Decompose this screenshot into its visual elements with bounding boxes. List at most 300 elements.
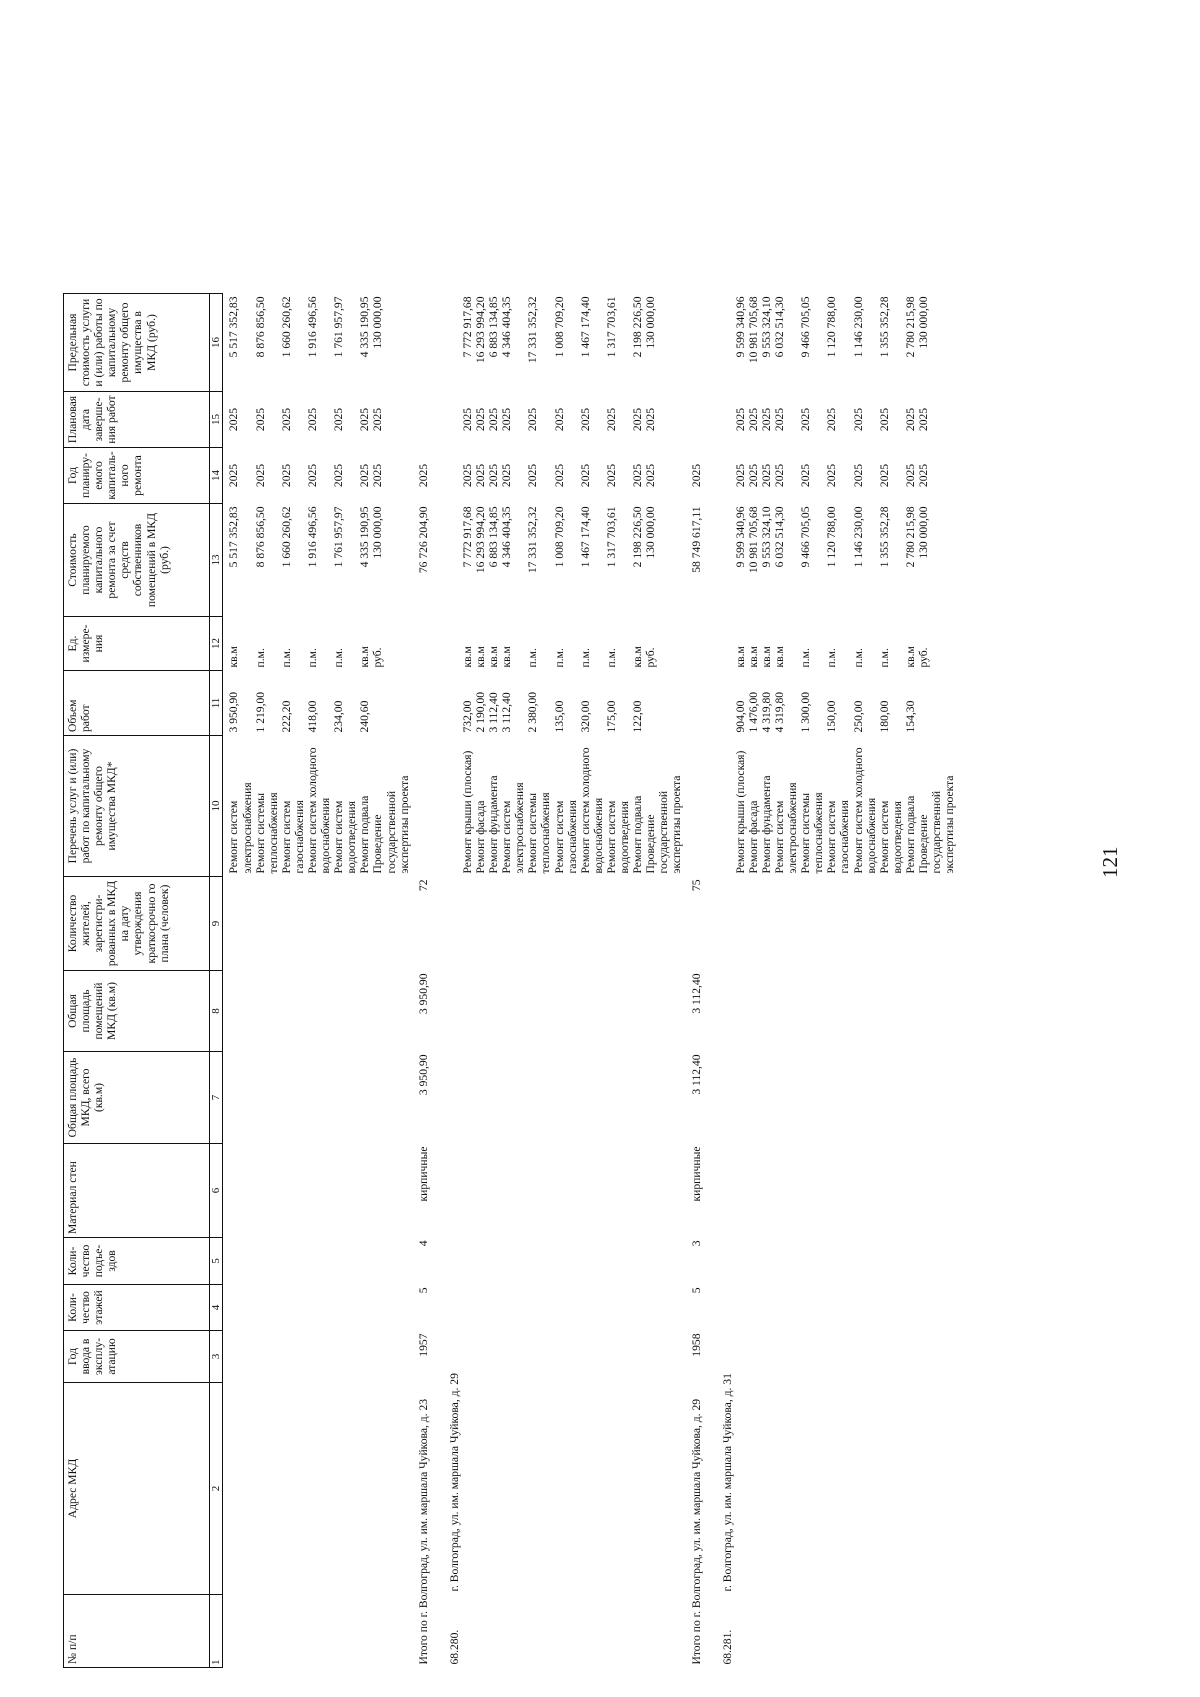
table-row	[280, 294, 306, 1668]
cost-cell: 1 120 788,00	[825, 506, 839, 568]
empty-cell	[747, 1144, 760, 1238]
empty-cell	[500, 1238, 526, 1285]
empty-cell	[358, 1595, 371, 1668]
empty-cell	[371, 1285, 410, 1331]
column-number: 15	[210, 392, 223, 448]
limit-cost-cell: 6 032 514,30	[772, 296, 786, 358]
end-date-cell: 2025	[917, 407, 931, 432]
end-date-cell: 2025	[474, 407, 488, 432]
work-name-cell: Ремонт систем электроснабжения	[772, 782, 800, 874]
header-cell: Общая площадь помещений МКД (кв.м)	[64, 971, 210, 1052]
empty-cell	[553, 1285, 579, 1331]
empty-cell	[474, 1238, 487, 1285]
empty-cell	[852, 1052, 878, 1144]
empty-cell	[904, 1052, 917, 1144]
table-row	[760, 294, 773, 1668]
empty-cell	[734, 1595, 747, 1668]
unit-cell: п.м.	[305, 648, 319, 668]
unit-cell: п.м.	[253, 648, 267, 668]
empty-cell	[254, 1595, 280, 1668]
limit-cost-cell: 10 981 705,68	[746, 296, 760, 364]
work-name-cell: Ремонт подвала	[903, 795, 917, 874]
limit-cost-cell: 5 517 352,83	[227, 296, 241, 358]
residents-cell: 72	[416, 879, 430, 892]
empty-cell	[917, 1238, 956, 1285]
empty-cell	[747, 1238, 760, 1285]
empty-cell	[747, 877, 760, 971]
empty-cell	[442, 671, 461, 736]
year-cell: 2025	[903, 463, 917, 488]
empty-cell	[878, 1595, 904, 1668]
cost-cell: 4 335 190,95	[358, 506, 372, 568]
limit-cost-cell: 4 346 404,35	[500, 296, 514, 358]
empty-cell	[773, 877, 799, 971]
empty-cell	[631, 971, 644, 1052]
cost-cell: 9 466 705,05	[799, 506, 813, 568]
end-date-cell: 2025	[500, 407, 514, 432]
empty-cell	[280, 1052, 306, 1144]
empty-cell	[461, 877, 474, 971]
cost-cell: 8 876 856,50	[253, 506, 267, 568]
empty-cell	[223, 1144, 254, 1238]
cost-cell: 130 000,00	[371, 506, 385, 559]
end-date-cell: 2025	[526, 407, 540, 432]
empty-cell	[358, 1383, 371, 1595]
empty-cell	[799, 1052, 825, 1144]
empty-cell	[474, 971, 487, 1052]
total-area-cell: 3 950,90	[416, 1054, 430, 1096]
empty-cell	[579, 1144, 605, 1238]
empty-cell	[474, 877, 487, 971]
unit-cell: кв.м	[227, 646, 241, 668]
empty-cell	[358, 1238, 371, 1285]
empty-cell	[306, 971, 332, 1052]
end-date-cell: 2025	[227, 407, 241, 432]
end-date-cell: 2025	[279, 407, 293, 432]
empty-cell	[223, 1285, 254, 1331]
empty-cell	[878, 1383, 904, 1595]
cost-cell: 7 772 917,68	[460, 506, 474, 568]
empty-cell	[280, 971, 306, 1052]
empty-cell	[487, 1238, 500, 1285]
total-label: Итого по г. Волгоград, ул. им. маршала Чуйкова, д. 29	[689, 1398, 703, 1665]
column-number: 14	[210, 448, 223, 504]
work-name-cell: Ремонт систем водоотведения	[604, 800, 632, 874]
empty-cell	[684, 294, 715, 392]
empty-cell	[644, 1285, 683, 1331]
unit-cell: кв.м	[474, 646, 488, 668]
empty-cell	[799, 1383, 825, 1595]
empty-cell	[474, 1144, 487, 1238]
limit-cost-cell: 1 355 352,28	[877, 296, 891, 358]
empty-cell	[917, 1052, 956, 1144]
end-date-cell: 2025	[644, 407, 658, 432]
empty-cell	[734, 1144, 747, 1238]
empty-cell	[644, 1331, 683, 1383]
volume-cell: 4 319,80	[759, 691, 773, 733]
end-date-cell: 2025	[305, 407, 319, 432]
empty-cell	[411, 617, 442, 671]
empty-cell	[223, 877, 254, 971]
unit-cell: руб.	[917, 647, 931, 668]
empty-cell	[825, 1285, 851, 1331]
empty-cell	[553, 877, 579, 971]
work-name-cell: Проведение государственной экспертизы проекта	[371, 775, 411, 874]
empty-cell	[500, 1595, 526, 1668]
build-year-cell: 1958	[689, 1333, 703, 1357]
empty-cell	[605, 1595, 631, 1668]
table-row	[878, 294, 904, 1668]
year-cell: 2025	[644, 463, 658, 488]
empty-cell	[306, 1144, 332, 1238]
column-number: 11	[210, 671, 223, 736]
address-row	[442, 294, 461, 1668]
empty-cell	[605, 1052, 631, 1144]
empty-cell	[605, 1285, 631, 1331]
empty-cell	[799, 1238, 825, 1285]
empty-cell	[644, 971, 683, 1052]
table-row	[917, 294, 956, 1668]
empty-cell	[254, 1144, 280, 1238]
work-name-cell: Ремонт систем электроснабжения	[227, 782, 254, 874]
empty-cell	[734, 1238, 747, 1285]
work-name-cell: Ремонт фундамента	[759, 775, 773, 874]
empty-cell	[747, 1595, 760, 1668]
column-number: 6	[210, 1144, 223, 1238]
empty-cell	[526, 971, 552, 1052]
empty-cell	[631, 1052, 644, 1144]
volume-cell: 3 950,90	[227, 691, 241, 733]
empty-cell	[904, 1595, 917, 1668]
empty-cell	[825, 1331, 851, 1383]
limit-cost-cell: 1 467 174,40	[578, 296, 592, 358]
header-cell: Стоимость планируемого капитального ремонта за счет средств собственников помещений в МКД (руб.)	[64, 504, 210, 617]
empty-cell	[760, 1595, 773, 1668]
empty-cell	[631, 877, 644, 971]
work-name-cell: Ремонт системы теплоснабжения	[253, 792, 280, 874]
empty-cell	[442, 392, 461, 448]
empty-cell	[631, 1595, 644, 1668]
column-number-row	[210, 294, 223, 1668]
empty-cell	[461, 1285, 474, 1331]
volume-cell: 222,20	[279, 700, 293, 733]
empty-cell	[500, 1285, 526, 1331]
table-row	[306, 294, 332, 1668]
empty-cell	[371, 1383, 410, 1595]
empty-cell	[747, 1052, 760, 1144]
total-area-cell: 3 112,40	[689, 1054, 703, 1095]
end-date-cell: 2025	[759, 407, 773, 432]
work-name-cell: Ремонт систем водоотведения	[332, 800, 359, 874]
empty-cell	[223, 1331, 254, 1383]
empty-cell	[223, 1595, 254, 1668]
empty-cell	[605, 971, 631, 1052]
empty-cell	[442, 736, 461, 877]
end-date-cell: 2025	[253, 407, 267, 432]
wall-material-cell: кирпичные	[416, 1146, 430, 1202]
empty-cell	[852, 971, 878, 1052]
table-row	[553, 294, 579, 1668]
table-row	[500, 294, 526, 1668]
empty-cell	[371, 1595, 410, 1668]
empty-cell	[605, 1331, 631, 1383]
empty-cell	[644, 877, 683, 971]
cost-cell: 2 198 226,50	[631, 506, 645, 568]
empty-cell	[223, 1383, 254, 1595]
unit-cell: кв.м	[460, 646, 474, 668]
empty-cell	[715, 736, 734, 877]
unit-cell: кв.м	[759, 646, 773, 668]
empty-cell	[631, 1238, 644, 1285]
cost-cell: 9 599 340,96	[733, 506, 747, 568]
year-cell: 2025	[825, 463, 839, 488]
year-cell: 2025	[604, 463, 618, 488]
empty-cell	[553, 1383, 579, 1595]
limit-cost-cell: 1 660 260,62	[279, 296, 293, 358]
cost-cell: 4 346 404,35	[500, 506, 514, 568]
work-name-cell: Ремонт систем водоотведения	[877, 800, 904, 874]
table-body	[223, 294, 956, 1668]
empty-cell	[904, 1285, 917, 1331]
empty-cell	[461, 1052, 474, 1144]
empty-cell	[254, 971, 280, 1052]
column-number: 8	[210, 971, 223, 1052]
empty-cell	[526, 1144, 552, 1238]
residents-cell: 75	[689, 879, 703, 892]
year-cell: 2025	[631, 463, 645, 488]
unit-cell: п.м.	[526, 648, 540, 668]
total-label: Итого по г. Волгоград, ул. им. маршала Чуйкова, д. 23	[416, 1398, 430, 1665]
empty-cell	[715, 294, 734, 392]
end-date-cell: 2025	[799, 407, 813, 432]
header-cell: Коли-чество подъе-здов	[64, 1238, 210, 1285]
volume-cell	[371, 671, 410, 736]
empty-cell	[500, 1331, 526, 1383]
empty-cell	[734, 877, 747, 971]
limit-cost-cell: 8 876 856,50	[253, 296, 267, 358]
end-date-cell: 2025	[358, 407, 372, 432]
empty-cell	[332, 1285, 358, 1331]
work-name-cell: Ремонт систем газоснабжения	[279, 800, 306, 874]
empty-cell	[760, 1052, 773, 1144]
year-cell: 2025	[746, 463, 760, 488]
unit-cell: кв.м	[746, 646, 760, 668]
work-name-cell: Ремонт системы теплоснабжения	[526, 792, 553, 874]
header-cell: Перечень услуг и (или) работ по капитальному ремонту общего имущества МКД*	[64, 736, 210, 877]
empty-cell	[306, 1383, 332, 1595]
empty-cell	[799, 971, 825, 1052]
limit-cost-cell: 2 198 226,50	[631, 296, 645, 358]
column-number: 5	[210, 1238, 223, 1285]
end-date-cell: 2025	[487, 407, 501, 432]
end-date-cell: 2025	[772, 407, 786, 432]
rooms-area-cell: 3 112,40	[689, 973, 703, 1014]
empty-cell	[715, 617, 734, 671]
empty-cell	[223, 1052, 254, 1144]
year-cell: 2025	[358, 463, 372, 488]
empty-cell	[280, 1383, 306, 1595]
table-row	[358, 294, 371, 1668]
table-row	[605, 294, 631, 1668]
year-cell: 2025	[689, 463, 703, 488]
empty-cell	[254, 1383, 280, 1595]
year-cell: 2025	[526, 463, 540, 488]
empty-cell	[579, 877, 605, 971]
empty-cell	[358, 877, 371, 971]
volume-cell: 904,00	[733, 700, 747, 733]
header-row	[64, 294, 210, 1668]
empty-cell	[553, 971, 579, 1052]
total-cost-cell: 58 749 617,11	[689, 506, 703, 573]
volume-cell: 1 300,00	[799, 691, 813, 733]
end-date-cell: 2025	[825, 407, 839, 432]
end-date-cell: 2025	[578, 407, 592, 432]
empty-cell	[332, 1144, 358, 1238]
empty-cell	[442, 448, 461, 504]
cost-cell: 10 981 705,68	[746, 506, 760, 574]
empty-cell	[644, 1238, 683, 1285]
empty-cell	[254, 1238, 280, 1285]
empty-cell	[442, 294, 461, 392]
empty-cell	[773, 1595, 799, 1668]
table-row	[904, 294, 917, 1668]
empty-cell	[825, 877, 851, 971]
year-cell: 2025	[416, 463, 430, 488]
empty-cell	[852, 877, 878, 971]
empty-cell	[579, 1052, 605, 1144]
volume-cell: 3 112,40	[487, 692, 501, 733]
unit-cell: кв.м	[733, 646, 747, 668]
volume-cell: 320,00	[578, 700, 592, 733]
total-row	[411, 294, 442, 1668]
empty-cell	[825, 1238, 851, 1285]
empty-cell	[461, 971, 474, 1052]
volume-cell	[644, 671, 683, 736]
empty-cell	[526, 1285, 552, 1331]
empty-cell	[917, 1285, 956, 1331]
empty-cell	[684, 671, 715, 736]
table-row	[254, 294, 280, 1668]
cost-cell: 1 467 174,40	[578, 506, 592, 568]
empty-cell	[358, 1331, 371, 1383]
empty-cell	[332, 1383, 358, 1595]
year-cell: 2025	[332, 463, 346, 488]
empty-cell	[878, 1052, 904, 1144]
empty-cell	[631, 1144, 644, 1238]
empty-cell	[500, 1052, 526, 1144]
cost-cell: 17 331 352,32	[526, 506, 540, 574]
empty-cell	[773, 1052, 799, 1144]
header-cell: № п/п	[64, 1595, 210, 1668]
volume-cell: 1 219,00	[253, 691, 267, 733]
empty-cell	[332, 1238, 358, 1285]
empty-cell	[773, 1383, 799, 1595]
table-row	[734, 294, 747, 1668]
table-row	[371, 294, 410, 1668]
limit-cost-cell: 1 146 230,00	[851, 296, 865, 358]
work-name-cell: Ремонт систем газоснабжения	[825, 800, 852, 874]
unit-cell: кв.м	[358, 646, 372, 668]
empty-cell	[474, 1052, 487, 1144]
volume-cell: 2 190,00	[474, 691, 488, 733]
end-date-cell: 2025	[903, 407, 917, 432]
row-number: 68.280.	[447, 1629, 461, 1665]
floors-cell: 5	[416, 1287, 430, 1294]
empty-cell	[904, 1331, 917, 1383]
repair-plan-table	[63, 293, 956, 1668]
empty-cell	[904, 877, 917, 971]
empty-cell	[760, 1383, 773, 1595]
empty-cell	[553, 1144, 579, 1238]
empty-cell	[306, 1285, 332, 1331]
year-cell: 2025	[578, 463, 592, 488]
limit-cost-cell: 2 780 215,98	[903, 296, 917, 358]
header-cell: Коли-чество этажей	[64, 1285, 210, 1331]
limit-cost-cell: 4 335 190,95	[358, 296, 372, 358]
header-cell: Год планиру-емого капиталь-ного ремонта	[64, 448, 210, 504]
cost-cell: 6 883 134,85	[487, 506, 501, 568]
year-cell: 2025	[474, 463, 488, 488]
cost-cell: 6 032 514,30	[772, 506, 786, 568]
limit-cost-cell: 130 000,00	[371, 296, 385, 349]
empty-cell	[306, 1052, 332, 1144]
header-cell: Адрес МКД	[64, 1383, 210, 1595]
empty-cell	[280, 1144, 306, 1238]
unit-cell: кв.м	[903, 646, 917, 668]
empty-cell	[760, 877, 773, 971]
unit-cell: кв.м	[500, 646, 514, 668]
year-cell: 2025	[877, 463, 891, 488]
year-cell: 2025	[500, 463, 514, 488]
empty-cell	[605, 877, 631, 971]
empty-cell	[715, 448, 734, 504]
volume-cell: 418,00	[305, 700, 319, 733]
cost-cell: 1 008 709,20	[552, 506, 566, 568]
empty-cell	[878, 1144, 904, 1238]
volume-cell: 2 380,00	[526, 691, 540, 733]
entrances-cell: 3	[689, 1240, 703, 1247]
work-name-cell: Ремонт подвала	[358, 795, 372, 874]
empty-cell	[487, 1383, 500, 1595]
work-name-cell: Ремонт крыши (плоская)	[460, 750, 474, 874]
rotated-sheet	[62, 30, 1187, 1690]
volume-cell: 234,00	[332, 700, 346, 733]
empty-cell	[474, 1595, 487, 1668]
empty-cell	[644, 1144, 683, 1238]
unit-cell: п.м.	[851, 648, 865, 668]
empty-cell	[474, 1331, 487, 1383]
empty-cell	[254, 1331, 280, 1383]
empty-cell	[526, 1052, 552, 1144]
empty-cell	[631, 1383, 644, 1595]
limit-cost-cell: 130 000,00	[917, 296, 931, 349]
volume-cell: 1 476,00	[746, 691, 760, 733]
empty-cell	[852, 1383, 878, 1595]
wall-material-cell: кирпичные	[689, 1146, 703, 1202]
work-name-cell: Ремонт систем газоснабжения	[552, 800, 579, 874]
empty-cell	[799, 1285, 825, 1331]
empty-cell	[734, 1331, 747, 1383]
empty-cell	[825, 1383, 851, 1595]
work-name-cell: Ремонт подвала	[631, 795, 645, 874]
empty-cell	[605, 1238, 631, 1285]
empty-cell	[474, 1383, 487, 1595]
empty-cell	[825, 1144, 851, 1238]
empty-cell	[878, 971, 904, 1052]
header-cell: Количество жителей, зарегистри-рованных в МКД на дату утверждения краткосрочно го плана (человек)	[64, 877, 210, 971]
empty-cell	[371, 1052, 410, 1144]
column-number: 4	[210, 1285, 223, 1331]
